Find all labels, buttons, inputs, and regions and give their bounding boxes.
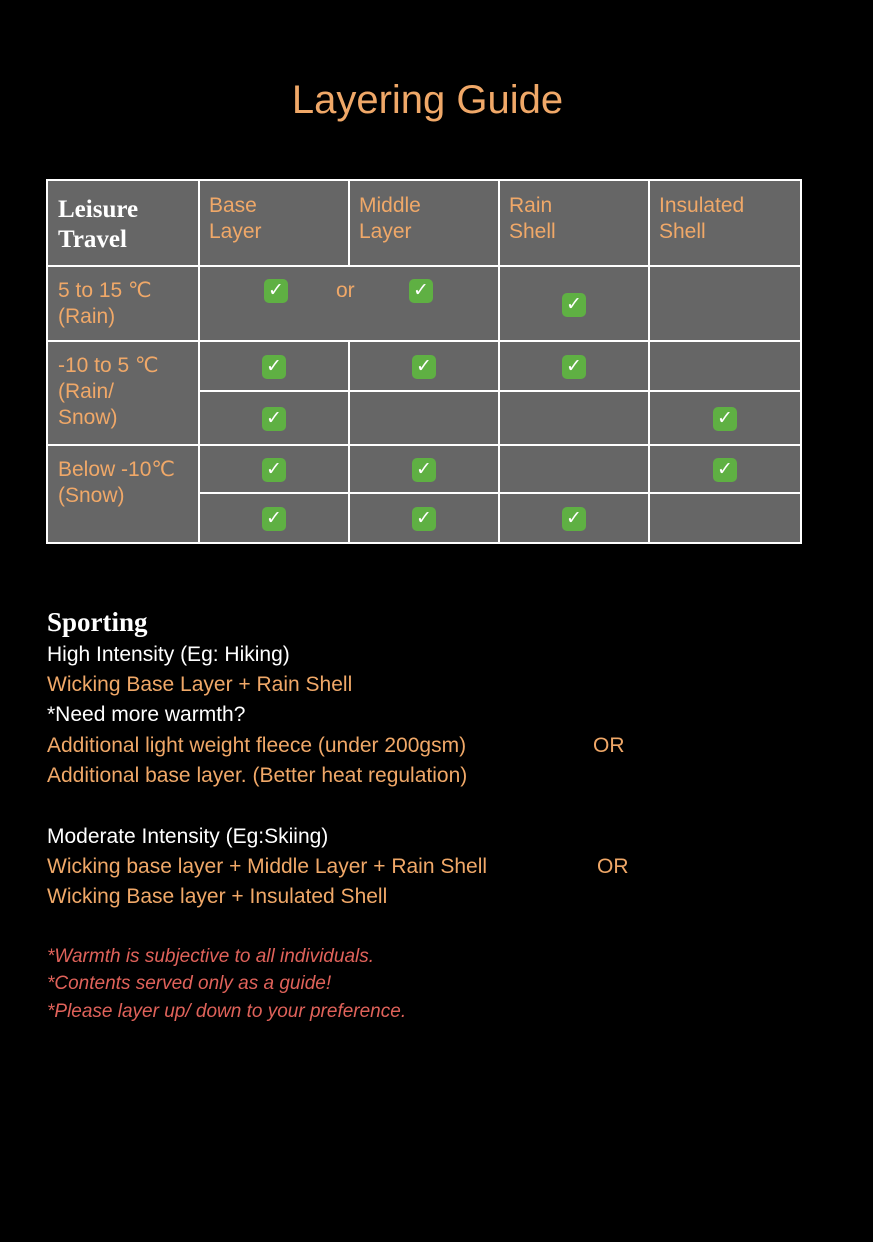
layering-table bbox=[46, 179, 802, 544]
table-row bbox=[47, 341, 801, 391]
sporting-heading: Sporting bbox=[47, 607, 148, 637]
check-box-icon: ✓ bbox=[412, 355, 436, 379]
rain-shell-cell bbox=[499, 445, 649, 493]
or-label: OR bbox=[597, 855, 629, 878]
header-rain-shell-label: Rain Shell bbox=[509, 194, 556, 243]
header-insulated-shell bbox=[649, 180, 801, 266]
table-header-row bbox=[47, 180, 801, 266]
rain-shell-cell bbox=[499, 391, 649, 445]
middle-layer-cell bbox=[349, 493, 499, 543]
check-box-icon: ✓ bbox=[562, 507, 586, 531]
base-layer-cell bbox=[199, 341, 349, 391]
check-box-icon: ✓ bbox=[264, 279, 288, 303]
header-middle-layer bbox=[349, 180, 499, 266]
rain-shell-cell bbox=[499, 341, 649, 391]
check-box-icon: ✓ bbox=[412, 507, 436, 531]
check-box-icon: ✓ bbox=[562, 293, 586, 317]
row-label-5-to-15 bbox=[47, 266, 199, 341]
note-line: *Contents served only as a guide! bbox=[47, 973, 332, 994]
header-middle-layer-label: Middle Layer bbox=[359, 194, 421, 243]
insulated-shell-cell bbox=[649, 445, 801, 493]
header-base-layer-label: Base Layer bbox=[209, 194, 262, 243]
high-intensity-line3: Additional base layer. (Better heat regulation) bbox=[47, 764, 468, 787]
moderate-intensity-line1: Wicking base layer + Middle Layer + Rain Shell bbox=[47, 855, 488, 878]
note-line: *Warmth is subjective to all individuals. bbox=[47, 946, 375, 967]
insulated-shell-cell bbox=[649, 266, 801, 341]
insulated-shell-cell bbox=[649, 391, 801, 445]
base-layer-cell bbox=[199, 493, 349, 543]
row-label-text: -10 to 5 ℃ (Rain/ Snow) bbox=[58, 354, 159, 429]
row-label-below-minus10 bbox=[47, 445, 199, 543]
insulated-shell-cell bbox=[649, 493, 801, 543]
header-leisure-travel bbox=[47, 180, 199, 266]
base-layer-cell bbox=[199, 391, 349, 445]
rain-shell-cell bbox=[499, 266, 649, 341]
moderate-intensity-line2: Wicking Base layer + Insulated Shell bbox=[47, 885, 388, 908]
row-label-minus10-to-5 bbox=[47, 341, 199, 445]
check-box-icon: ✓ bbox=[262, 355, 286, 379]
note-line: *Please layer up/ down to your preference. bbox=[47, 1001, 407, 1022]
high-intensity-line2: Additional light weight fleece (under 200gsm) bbox=[47, 734, 467, 757]
check-box-icon: ✓ bbox=[262, 507, 286, 531]
middle-layer-cell bbox=[349, 341, 499, 391]
header-base-layer bbox=[199, 180, 349, 266]
or-label: OR bbox=[593, 734, 625, 757]
middle-layer-cell bbox=[349, 391, 499, 445]
rain-shell-cell bbox=[499, 493, 649, 543]
table-row bbox=[47, 445, 801, 493]
check-box-icon: ✓ bbox=[262, 458, 286, 482]
need-warmth-text: *Need more warmth? bbox=[47, 703, 246, 726]
check-box-icon: ✓ bbox=[409, 279, 433, 303]
table-row bbox=[47, 266, 801, 341]
check-box-icon: ✓ bbox=[562, 355, 586, 379]
check-box-icon: ✓ bbox=[262, 407, 286, 431]
check-box-icon: ✓ bbox=[412, 458, 436, 482]
high-intensity-title: High Intensity (Eg: Hiking) bbox=[47, 643, 290, 666]
header-rain-shell bbox=[499, 180, 649, 266]
header-leisure-travel-label: Leisure Travel bbox=[58, 196, 139, 253]
middle-layer-cell bbox=[349, 445, 499, 493]
base-or-middle-cell bbox=[199, 266, 499, 341]
row-label-text: Below -10℃ (Snow) bbox=[58, 458, 175, 507]
header-insulated-shell-label: Insulated Shell bbox=[659, 194, 745, 243]
insulated-shell-cell bbox=[649, 341, 801, 391]
high-intensity-line1: Wicking Base Layer + Rain Shell bbox=[47, 673, 353, 696]
or-label: or bbox=[336, 279, 355, 302]
check-box-icon: ✓ bbox=[713, 458, 737, 482]
moderate-intensity-title: Moderate Intensity (Eg:Skiing) bbox=[47, 825, 329, 848]
row-label-text: 5 to 15 ℃ (Rain) bbox=[58, 279, 152, 328]
base-layer-cell bbox=[199, 445, 349, 493]
check-box-icon: ✓ bbox=[713, 407, 737, 431]
page-title: Layering Guide bbox=[291, 78, 564, 122]
